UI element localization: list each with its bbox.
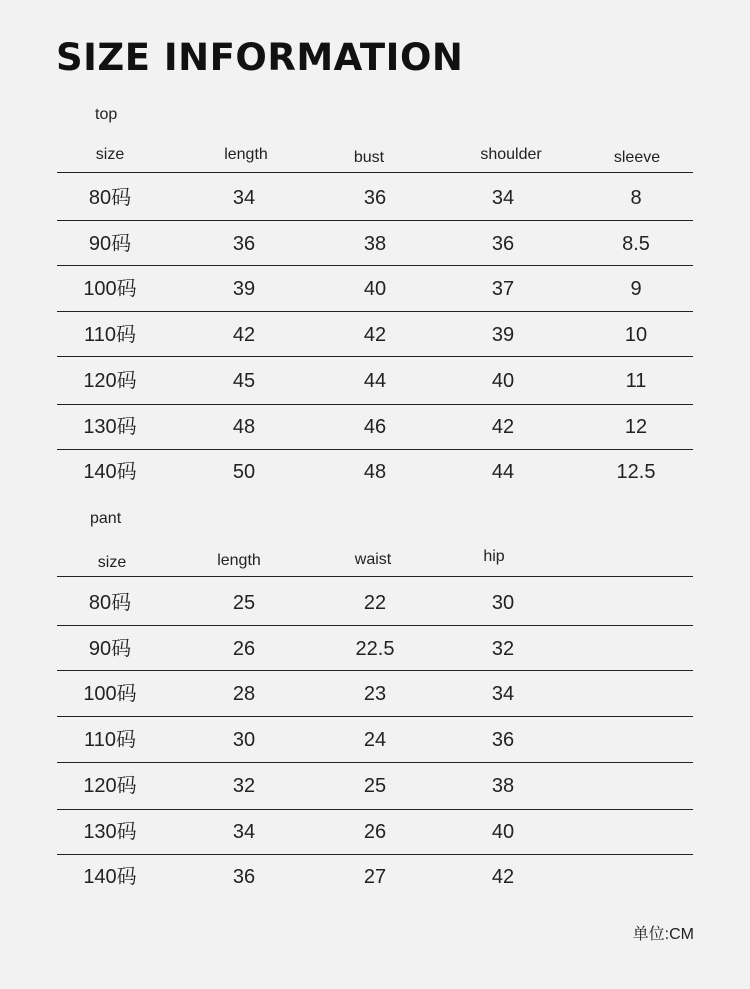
- top-header-sleeve: sleeve: [613, 149, 661, 166]
- hip-cell: 30: [491, 592, 515, 614]
- top-section-label: top: [95, 106, 118, 123]
- length-cell: 50: [232, 461, 256, 483]
- sleeve-cell: 12.5: [616, 461, 656, 483]
- pant-header-hip: hip: [483, 548, 505, 565]
- size-cell: 130码: [83, 821, 137, 843]
- waist-cell: 27: [363, 866, 387, 888]
- length-cell: 34: [232, 821, 256, 843]
- table-row: [0, 671, 750, 717]
- table-row: [0, 175, 750, 221]
- row-divider: [57, 356, 693, 357]
- size-cell: 120码: [83, 370, 137, 392]
- shoulder-cell: 34: [491, 187, 515, 209]
- size-cell: 140码: [83, 866, 137, 888]
- bust-cell: 42: [363, 324, 387, 346]
- pant-header-size: size: [97, 554, 127, 571]
- hip-cell: 34: [491, 683, 515, 705]
- waist-cell: 22: [363, 592, 387, 614]
- top-header-length: length: [224, 146, 268, 163]
- size-cell: 130码: [83, 416, 137, 438]
- bust-cell: 46: [363, 416, 387, 438]
- length-cell: 32: [232, 775, 256, 797]
- bust-cell: 38: [363, 233, 387, 255]
- sleeve-cell: 10: [624, 324, 648, 346]
- hip-cell: 40: [491, 821, 515, 843]
- top-header-shoulder: shoulder: [480, 146, 542, 163]
- shoulder-cell: 36: [491, 233, 515, 255]
- pant-header-waist: waist: [354, 551, 392, 568]
- waist-cell: 23: [363, 683, 387, 705]
- table-row: [0, 449, 750, 495]
- size-cell: 80码: [88, 592, 132, 614]
- hip-cell: 38: [491, 775, 515, 797]
- length-cell: 45: [232, 370, 256, 392]
- pant-header-length: length: [217, 552, 261, 569]
- page-title: SIZE INFORMATION: [56, 36, 464, 79]
- pant-section-label: pant: [90, 510, 122, 527]
- bust-cell: 44: [363, 370, 387, 392]
- size-cell: 100码: [83, 683, 137, 705]
- shoulder-cell: 44: [491, 461, 515, 483]
- table-row: [0, 763, 750, 809]
- shoulder-cell: 40: [491, 370, 515, 392]
- top-header-size: size: [95, 146, 125, 163]
- hip-cell: 42: [491, 866, 515, 888]
- length-cell: 28: [232, 683, 256, 705]
- waist-cell: 22.5: [355, 638, 395, 660]
- sleeve-cell: 9: [630, 278, 642, 300]
- waist-cell: 24: [363, 729, 387, 751]
- hip-cell: 36: [491, 729, 515, 751]
- shoulder-cell: 37: [491, 278, 515, 300]
- size-cell: 100码: [83, 278, 137, 300]
- shoulder-cell: 42: [491, 416, 515, 438]
- table-row: [0, 854, 750, 900]
- length-cell: 30: [232, 729, 256, 751]
- size-cell: 120码: [83, 775, 137, 797]
- sleeve-cell: 12: [624, 416, 648, 438]
- size-cell: 140码: [83, 461, 137, 483]
- bust-cell: 48: [363, 461, 387, 483]
- waist-cell: 25: [363, 775, 387, 797]
- length-cell: 26: [232, 638, 256, 660]
- table-row: [0, 358, 750, 404]
- size-cell: 110码: [84, 729, 136, 751]
- bust-cell: 40: [363, 278, 387, 300]
- top-header-bust: bust: [353, 149, 385, 166]
- table-row: [0, 312, 750, 358]
- length-cell: 36: [232, 233, 256, 255]
- length-cell: 34: [232, 187, 256, 209]
- size-cell: 90码: [88, 638, 132, 660]
- size-cell: 110码: [84, 324, 136, 346]
- length-cell: 48: [232, 416, 256, 438]
- hip-cell: 32: [491, 638, 515, 660]
- table-row: [0, 404, 750, 450]
- waist-cell: 26: [363, 821, 387, 843]
- pant-header-divider: [57, 576, 693, 577]
- table-row: [0, 717, 750, 763]
- table-row: [0, 626, 750, 672]
- length-cell: 42: [232, 324, 256, 346]
- table-row: [0, 266, 750, 312]
- sleeve-cell: 8.5: [622, 233, 650, 255]
- shoulder-cell: 39: [491, 324, 515, 346]
- table-row: [0, 221, 750, 267]
- sleeve-cell: 11: [625, 370, 647, 392]
- table-row: [0, 809, 750, 855]
- size-cell: 80码: [88, 187, 132, 209]
- unit-note: 单位:CM: [632, 926, 694, 943]
- top-header-divider: [57, 172, 693, 173]
- table-row: [0, 580, 750, 626]
- length-cell: 36: [232, 866, 256, 888]
- length-cell: 25: [232, 592, 256, 614]
- size-cell: 90码: [88, 233, 132, 255]
- length-cell: 39: [232, 278, 256, 300]
- sleeve-cell: 8: [630, 187, 642, 209]
- bust-cell: 36: [363, 187, 387, 209]
